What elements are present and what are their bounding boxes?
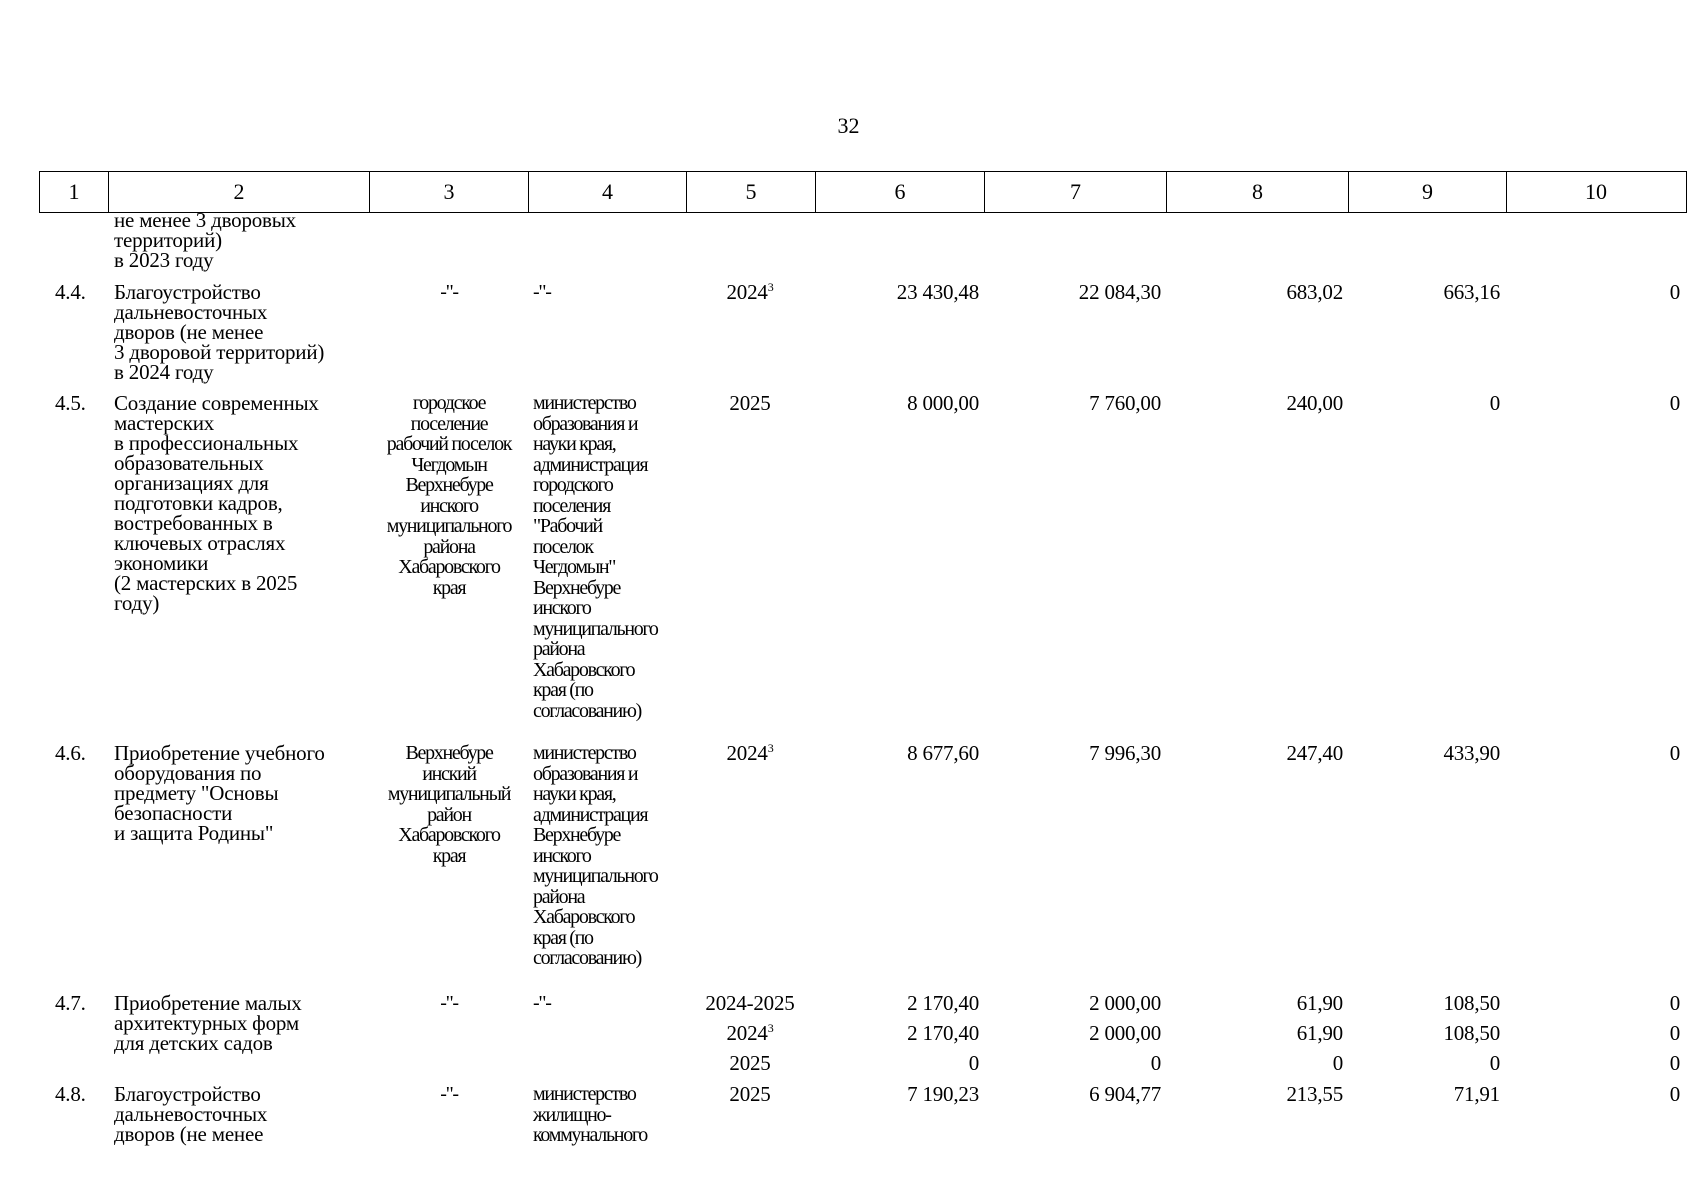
row-number: 4.5. — [55, 391, 86, 415]
row-year: 2024-2025 — [705, 991, 795, 1015]
row-responsible: -"- — [533, 992, 551, 1014]
row-c10: 0 — [1669, 1051, 1680, 1075]
row-number: 4.6. — [55, 741, 86, 765]
row-responsible: министерство образования и науки края, администрация городского поселения "Рабочий поселок Чегдомын" Верхнебуре инского муниципального района Хабаровского края (по согласованию) — [533, 392, 658, 722]
row-c9: 0 — [1489, 391, 1500, 415]
footnote-mark: 3 — [767, 280, 774, 294]
row-number: 4.4. — [55, 280, 86, 304]
row-responsible: министерство образования и науки края, администрация Верхнебуре инского муниципального района Хабаровского края (по согласованию) — [533, 742, 658, 969]
row-c10: 0 — [1669, 280, 1680, 304]
header-col-2: 2 — [109, 172, 370, 212]
row-executor: Верхнебуре инский муниципальный район Хабаровского края — [387, 742, 511, 867]
row-year: 2025 — [729, 391, 771, 415]
header-col-3: 3 — [370, 172, 529, 212]
row-executor: -"- — [440, 992, 458, 1014]
continued-text: не менее 3 дворовых территорий) в 2023 году — [114, 208, 296, 272]
row-c7: 7 996,30 — [1089, 741, 1161, 765]
header-col-8: 8 — [1167, 172, 1349, 212]
row-c10: 0 — [1669, 1082, 1680, 1106]
row-c8: 61,90 — [1296, 991, 1343, 1015]
row-executor: -"- — [440, 1083, 458, 1105]
row-year: 2025 — [729, 1082, 771, 1106]
row-name: Благоустройство дальневосточных дворов (не менее 3 дворовой территорий) в 2024 году — [114, 280, 325, 384]
row-c7: 0 — [1150, 1051, 1161, 1075]
row-number: 4.8. — [55, 1082, 86, 1106]
header-col-6: 6 — [816, 172, 985, 212]
row-c8: 247,40 — [1286, 741, 1343, 765]
row-c10: 0 — [1669, 991, 1680, 1015]
row-year: 2024$^3$ — [726, 280, 774, 304]
header-col-7: 7 — [985, 172, 1167, 212]
row-c7: 2 000,00 — [1089, 991, 1161, 1015]
row-c10: 0 — [1669, 391, 1680, 415]
header-col-5: 5 — [687, 172, 816, 212]
row-c6: 2 170,40 — [907, 1021, 979, 1045]
row-responsible: министерство жилищно- коммунального — [533, 1083, 647, 1146]
row-name: Приобретение учебного оборудования по предмету "Основы безопасности и защита Родины" — [114, 741, 325, 845]
row-c8: 61,90 — [1296, 1021, 1343, 1045]
row-c9: 0 — [1489, 1051, 1500, 1075]
row-c9: 663,16 — [1443, 280, 1500, 304]
row-c6: 8 000,00 — [907, 391, 979, 415]
row-c9: 433,90 — [1443, 741, 1500, 765]
row-c8: 0 — [1332, 1051, 1343, 1075]
row-c9: 71,91 — [1453, 1082, 1500, 1106]
row-c10: 0 — [1669, 1021, 1680, 1045]
row-c7: 7 760,00 — [1089, 391, 1161, 415]
row-name: Создание современных мастерских в профессиональных образовательных организациях для подготовки кадров, востребованных в ключевых отраслях экономики (2 мастерских в 2025 году) — [114, 391, 319, 615]
row-c7: 22 084,30 — [1078, 280, 1161, 304]
row-c6: 7 190,23 — [907, 1082, 979, 1106]
footnote-mark: 3 — [767, 1021, 774, 1035]
row-c9: 108,50 — [1443, 991, 1500, 1015]
page-number: 32 — [837, 113, 860, 138]
table-header — [39, 171, 1687, 213]
row-responsible: -"- — [533, 281, 551, 303]
row-c8: 683,02 — [1286, 280, 1343, 304]
header-col-9: 9 — [1349, 172, 1507, 212]
row-executor: городское поселение рабочий поселок Чегдомын Верхнебуре инского муниципального района Хабаровского края — [386, 392, 512, 599]
row-c7: 6 904,77 — [1089, 1082, 1161, 1106]
row-year: 2025 — [729, 1051, 771, 1075]
row-number: 4.7. — [55, 991, 86, 1015]
row-c7: 2 000,00 — [1089, 1021, 1161, 1045]
row-year: 2024$^3$ — [726, 1021, 774, 1045]
row-c6: 0 — [968, 1051, 979, 1075]
header-col-1: 1 — [40, 172, 109, 212]
row-c10: 0 — [1669, 741, 1680, 765]
row-c8: 240,00 — [1286, 391, 1343, 415]
footnote-mark: 3 — [767, 741, 774, 755]
header-col-10: 10 — [1585, 179, 1607, 204]
row-executor: -"- — [440, 281, 458, 303]
row-name: Благоустройство дальневосточных дворов (не менее — [114, 1082, 268, 1146]
row-year: 2024$^3$ — [726, 741, 774, 765]
row-c6: 2 170,40 — [907, 991, 979, 1015]
header-col-4: 4 — [529, 172, 687, 212]
row-c6: 23 430,48 — [896, 280, 979, 304]
row-c6: 8 677,60 — [907, 741, 979, 765]
row-c8: 213,55 — [1286, 1082, 1343, 1106]
row-name: Приобретение малых архитектурных форм для детских садов — [114, 991, 302, 1055]
row-c9: 108,50 — [1443, 1021, 1500, 1045]
